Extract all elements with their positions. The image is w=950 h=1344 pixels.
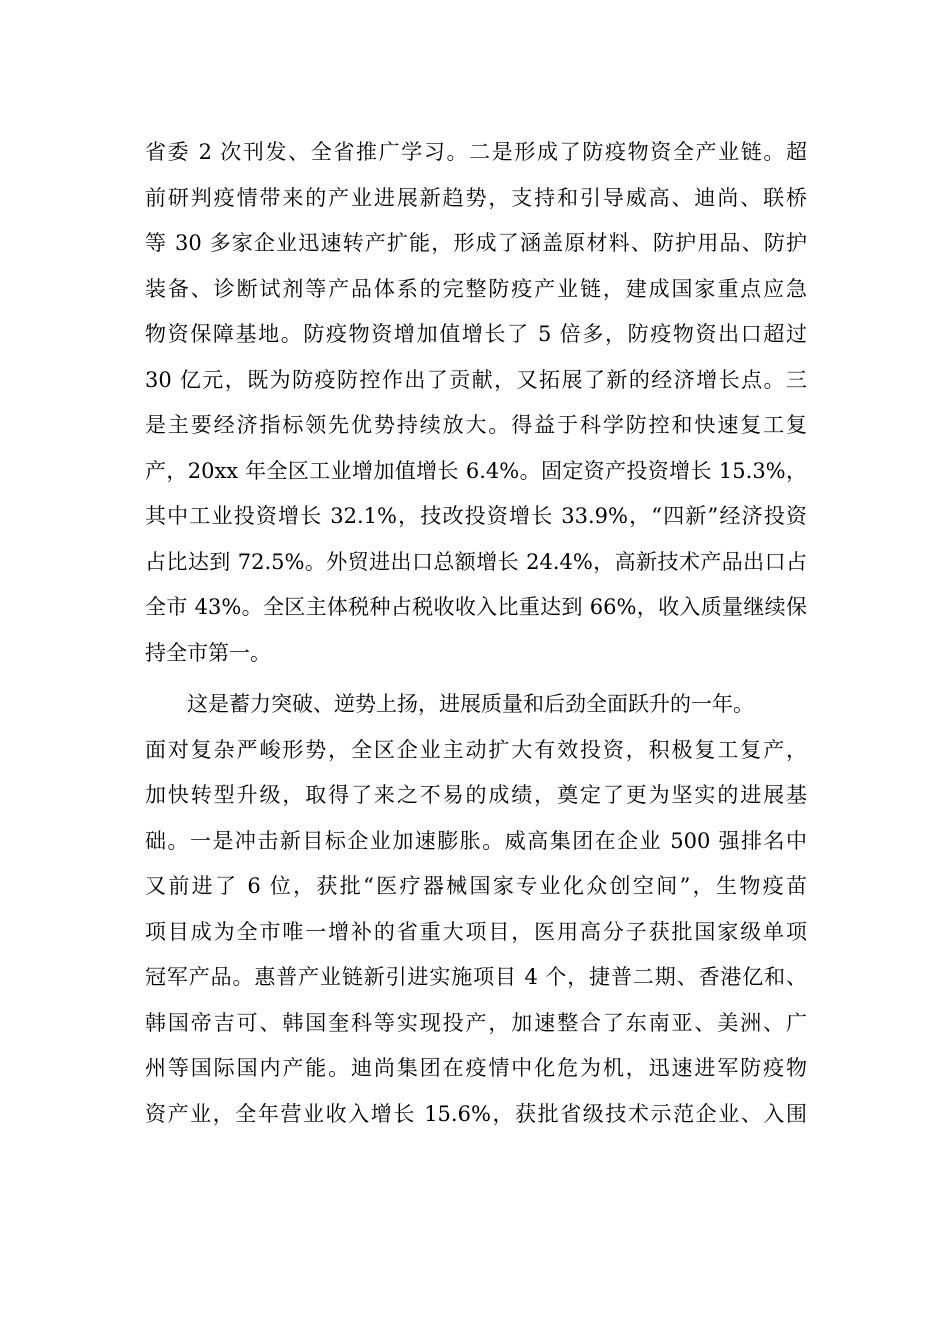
paragraph-line: 省委 2 次刊发、全省推广学习。二是形成了防疫物资全产业链。超 (145, 140, 807, 164)
paragraph-line: 础。一是冲击新目标企业加速膨胀。威高集团在企业 500 强排名中 (145, 828, 807, 853)
paragraph-1 (145, 130, 807, 676)
paragraph-line: 30 亿元，既为防疫防控作出了贡献，又拓展了新的经济增长点。三 (145, 367, 807, 392)
document-body (145, 130, 807, 1137)
paragraph-line: 州等国际国内产能。迪尚集团在疫情中化危为机，迅速进军防疫物 (145, 1056, 807, 1080)
paragraph-2 (145, 682, 807, 1137)
paragraph-line: 占比达到 72.5%。外贸进出口总额增长 24.4%，高新技术产品出口占 (145, 549, 807, 574)
paragraph-line: 是主要经济指标领先优势持续放大。得益于科学防控和快速复工复 (145, 413, 807, 437)
paragraph-line: 资产业，全年营业收入增长 15.6%，获批省级技术示范企业、入围 (145, 1101, 807, 1126)
paragraph-line: 面对复杂严峻形势，全区企业主动扩大有效投资，积极复工复产， (145, 737, 807, 762)
paragraph-line: 冠军产品。惠普产业链新引进实施项目 4 个，捷普二期、香港亿和、 (145, 965, 807, 989)
paragraph-line: 等 30 多家企业迅速转产扩能，形成了涵盖原材料、防护用品、防护 (145, 231, 807, 255)
paragraph-line: 持全市第一。 (145, 640, 271, 665)
paragraph-line: 物资保障基地。防疫物资增加值增长了 5 倍多，防疫物资出口超过 (145, 322, 807, 346)
paragraph-line: 装备、诊断试剂等产品体系的完整防疫产业链，建成国家重点应急 (145, 276, 807, 301)
paragraph-line: 其中工业投资增长 32.1%，技改投资增长 33.9%，“四新”经济投资 (145, 504, 807, 528)
paragraph-line: 韩国帝吉可、韩国奎科等实现投产，加速整合了东南亚、美洲、广 (145, 1010, 807, 1035)
paragraph-line: 产，20xx 年全区工业增加值增长 6.4%。固定资产投资增长 15.3%， (145, 458, 807, 483)
paragraph-line: 项目成为全市唯一增补的省重大项目，医用高分子获批国家级单项 (145, 919, 807, 944)
paragraph-line: 这是蓄力突破、逆势上扬，进展质量和后劲全面跃升的一年。 (187, 692, 754, 716)
paragraph-line: 前研判疫情带来的产业进展新趋势，支持和引导威高、迪尚、联桥 (145, 185, 807, 210)
paragraph-line: 加快转型升级，取得了来之不易的成绩，奠定了更为坚实的进展基 (145, 783, 807, 807)
paragraph-line: 全市 43%。全区主体税种占税收收入比重达到 66%，收入质量继续保 (145, 595, 807, 619)
paragraph-line: 又前进了 6 位，获批“医疗器械国家专业化众创空间”，生物疫苗 (145, 874, 807, 898)
